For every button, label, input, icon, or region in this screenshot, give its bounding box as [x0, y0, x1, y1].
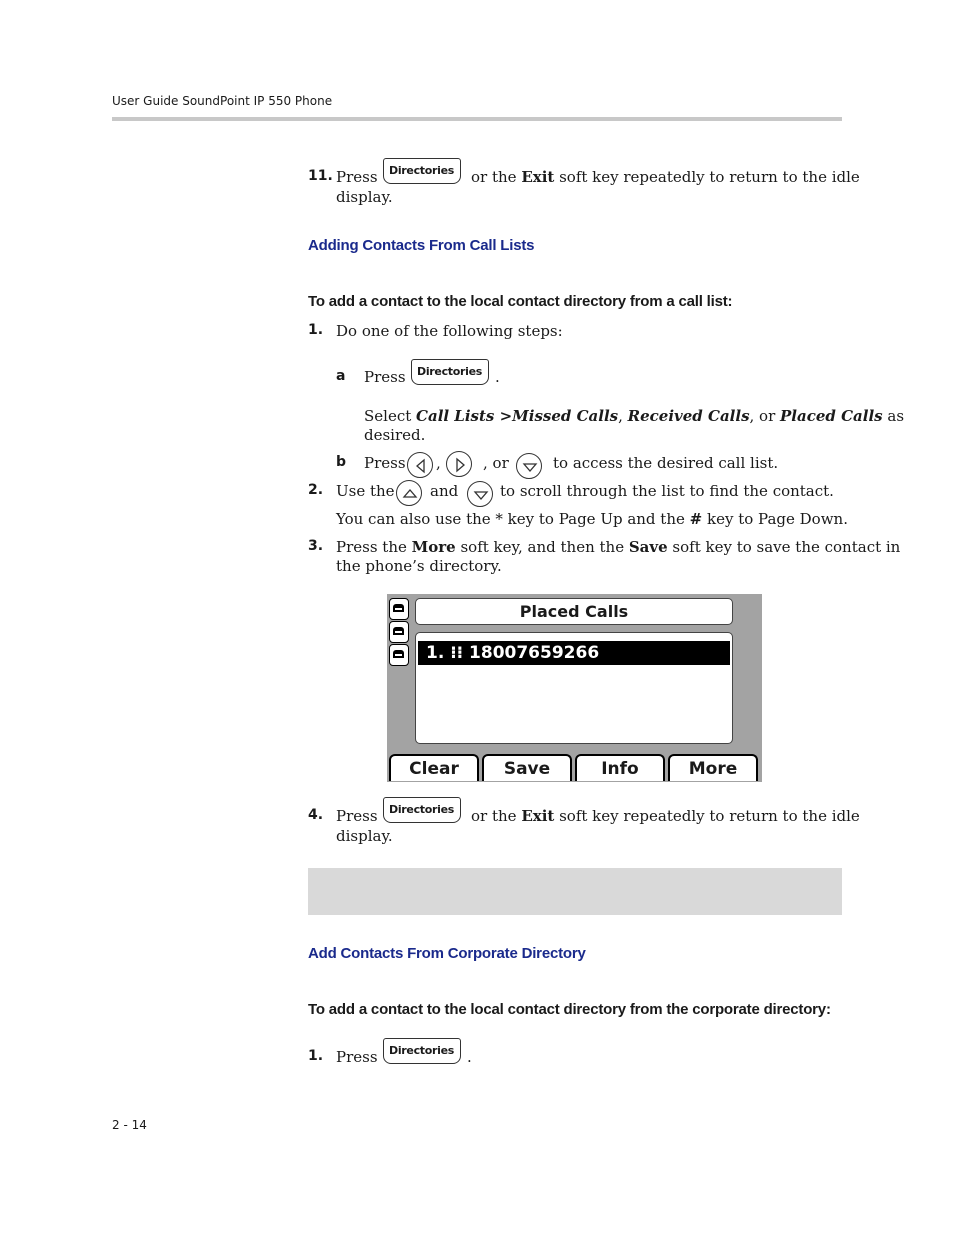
- down-arrow-key-icon: [467, 481, 493, 507]
- comma: ,: [436, 454, 441, 472]
- step-text-cont: display.: [336, 827, 393, 845]
- directories-key-icon: Directories: [411, 359, 489, 385]
- step-text-cont: the phone’s directory.: [336, 557, 502, 575]
- step-text: or the Exit soft key repeatedly to return to the idle: [471, 168, 860, 186]
- call-list: [415, 632, 733, 744]
- substep-period: .: [495, 368, 500, 386]
- line-keys: [387, 594, 411, 754]
- substep-label: b: [336, 454, 347, 470]
- step-press-text: Press: [336, 168, 378, 186]
- step-number: 4.: [308, 807, 324, 823]
- up-arrow-key-icon: [396, 480, 422, 506]
- left-arrow-key-icon: [407, 452, 433, 478]
- clear-softkey[interactable]: Clear: [389, 754, 479, 781]
- section-heading: Adding Contacts From Call Lists: [308, 237, 535, 254]
- and-text: and: [430, 482, 459, 500]
- step-number: 1.: [308, 1048, 324, 1064]
- substep-label: a: [336, 368, 346, 384]
- step-text: or the Exit soft key repeatedly to return to the idle: [471, 807, 860, 825]
- more-softkey[interactable]: More: [668, 754, 758, 781]
- directories-key-icon: Directories: [383, 158, 461, 184]
- page-number: 2 - 14: [112, 1118, 147, 1132]
- note-bar: [308, 868, 842, 915]
- step-text: Do one of the following steps:: [336, 322, 563, 340]
- step-press-text: Press: [336, 807, 378, 825]
- substep-text: to access the desired call list.: [553, 454, 779, 472]
- procedure-heading: To add a contact to the local contact directory from the corporate directory:: [308, 1001, 831, 1018]
- directories-key-icon: Directories: [383, 1038, 461, 1064]
- step-text: to scroll through the list to find the contact.: [500, 482, 834, 500]
- substep-select-cont: desired.: [364, 426, 426, 444]
- right-arrow-key-icon: [446, 451, 472, 477]
- softkey-bar: [389, 754, 761, 781]
- step-number: 1.: [308, 322, 324, 338]
- step-text-cont: display.: [336, 188, 393, 206]
- step-period: .: [467, 1048, 472, 1066]
- substep-select-text: Select Call Lists >Missed Calls, Received Calls, or Placed Calls as: [364, 407, 905, 425]
- step-number: 3.: [308, 538, 324, 554]
- step-note: You can also use the * key to Page Up and the # key to Page Down.: [336, 510, 848, 528]
- step-use-text: Use the: [336, 482, 395, 500]
- step-number: 2.: [308, 482, 324, 498]
- phone-screen: [387, 594, 762, 782]
- header-rule: [112, 117, 842, 121]
- list-item[interactable]: 1. ⁝⁝ 18007659266: [418, 641, 730, 665]
- info-softkey[interactable]: Info: [575, 754, 665, 781]
- save-softkey[interactable]: Save: [482, 754, 572, 781]
- screen-title: Placed Calls: [415, 598, 733, 625]
- or-text: , or: [483, 454, 509, 472]
- step-press-text: Press: [336, 1048, 378, 1066]
- substep-press-text: Press: [364, 368, 406, 386]
- phone-line-icon: [389, 621, 409, 643]
- running-header: User Guide SoundPoint IP 550 Phone: [112, 94, 333, 108]
- phone-line-icon: [389, 598, 409, 620]
- procedure-heading: To add a contact to the local contact directory from a call list:: [308, 293, 733, 310]
- down-arrow-key-icon: [516, 453, 542, 479]
- section-heading: Add Contacts From Corporate Directory: [308, 945, 586, 962]
- substep-press-text: Press: [364, 454, 406, 472]
- step-text: Press the More soft key, and then the Save soft key to save the contact in: [336, 538, 901, 556]
- step-number: 11.: [308, 168, 333, 184]
- phone-line-icon: [389, 644, 409, 666]
- directories-key-icon: Directories: [383, 797, 461, 823]
